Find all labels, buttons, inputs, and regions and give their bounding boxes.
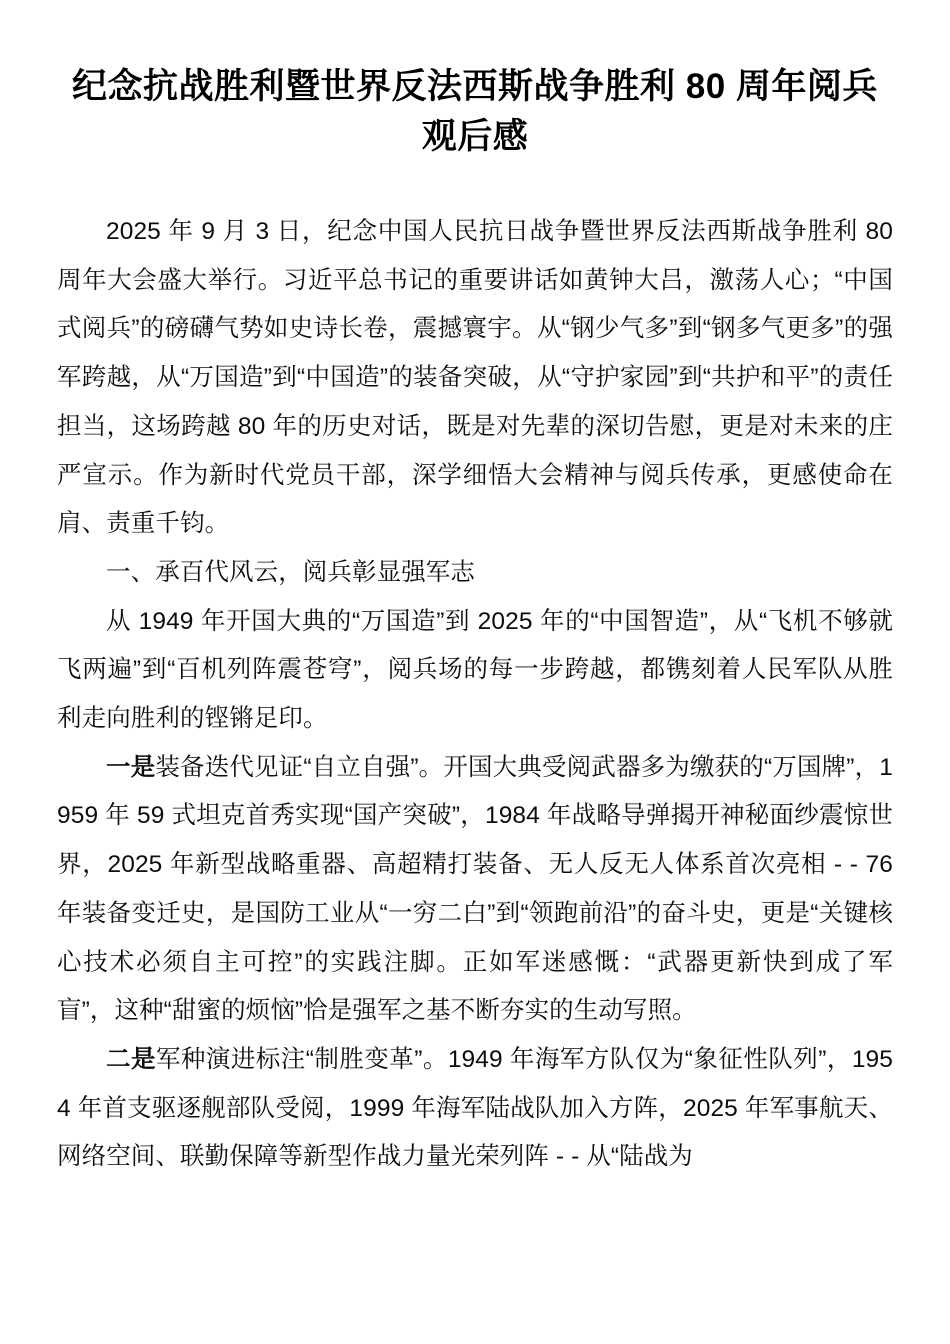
paragraph-section-1-intro: 从 1949 年开国大典的“万国造”到 2025 年的“中国智造”，从“飞机不够就飞两遍”到“百机列阵震苍穹”，阅兵场的每一步跨越，都镌刻着人民军队从胜利走向胜利的铿锵足印。 — [57, 607, 893, 733]
paragraph-point-2 — [57, 1036, 893, 1182]
point-2-lead: 二是 — [106, 1045, 156, 1073]
section-heading-1: 一、承百代风云，阅兵彰显强军志 — [106, 558, 475, 586]
paragraph-intro: 2025 年 9 月 3 日，纪念中国人民抗日战争暨世界反法西斯战争胜利 80 周年大会盛大举行。习近平总书记的重要讲话如黄钟大吕，激荡人心；“中国式阅兵”的磅礴气势如史诗长卷，震撼寰宇。从“钢少气多”到“钢多气更多”的强军跨越，从“万国造”到“中国造”的装备突破，从“守护家园”到“共护和平”的责任担当，这场跨越 80 年的历史对话，既是对先辈的深切告慰，更是对未来的庄严宣示。作为新时代党员干部，深学细悟大会精神与阅兵传承，更感使命在肩、责重千钧。 — [57, 218, 893, 538]
document-body — [57, 0, 893, 1182]
point-1-text: 装备迭代见证“自立自强”。开国大典受阅武器多为缴获的“万国牌”，1959 年 59 式坦克首秀实现“国产突破”，1984 年战略导弹揭开神秘面纱震惊世界，2025 年新型战略重器、高超精打装备、无人反无人体系首次亮相 - - 76 年装备变迁史，是国防工业从“一穷二白”到“领跑前沿”的奋斗史，更是“关键核心技术必须自主可控”的实践注脚。正如军迷感慨：“武器更新快到成了军盲”，这种“甜蜜的烦恼”恰是强军之基不断夯实的生动写照。 — [57, 753, 894, 1025]
title-spacer — [57, 162, 893, 208]
page-title: 纪念抗战胜利暨世界反法西斯战争胜利 80 周年阅兵观后感 — [72, 67, 878, 156]
point-1-lead: 一是 — [106, 753, 156, 781]
paragraph-point-1 — [57, 744, 893, 1036]
point-2-text: 军种演进标注“制胜变革”。1949 年海军方队仅为“象征性队列”，1954 年首支驱逐舰部队受阅，1999 年海军陆战队加入方阵，2025 年军事航天、网络空间、联勤保障等新型作战力量光荣列阵 - - 从“陆战为 — [57, 1045, 893, 1171]
